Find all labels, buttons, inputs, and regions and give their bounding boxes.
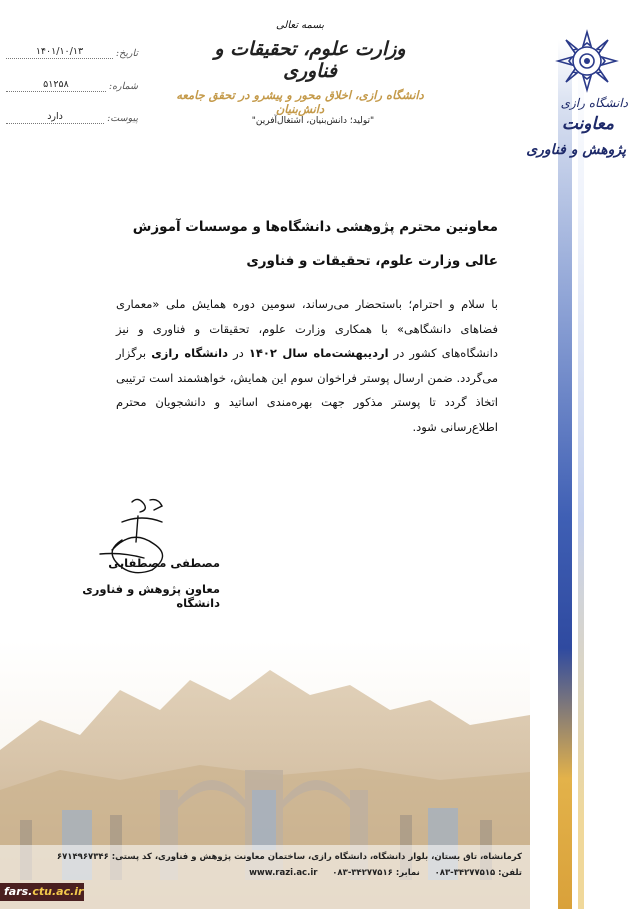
number-field bbox=[6, 79, 138, 92]
decorative-stripe bbox=[558, 40, 572, 909]
razi-university-emblem-icon bbox=[552, 26, 622, 96]
side-deputy-title: معاونت bbox=[561, 114, 614, 134]
footer-address: کرمانشاه، تاق بستان، بلوار دانشگاه، دانشگاه رازی، ساختمان معاونت پژوهش و فناوری، کد پستی: ۶۷۱۴۹۶۷۳۴۶ bbox=[56, 852, 522, 862]
signatory-name: مصطفی مصطفایی bbox=[108, 556, 220, 570]
footer-fax: نمابر: ۳۴۲۷۷۵۱۶-۰۸۳ bbox=[332, 868, 420, 878]
body-bold-date: اردیبهشت‌ماه سال ۱۴۰۲ bbox=[248, 346, 389, 360]
body-text-part-1: با سلام و احترام؛ باستحضار می‌رساند، سومین دوره همایش ملی «معماری فضاهای دانشگاهی» با همکاری وزارت علوم، تحقیقات و فناوری و نیز دانشگاه‌های کشور در bbox=[116, 297, 498, 360]
footer-website[interactable]: www.razi.ac.ir bbox=[249, 868, 318, 878]
source-watermark bbox=[0, 883, 84, 901]
bismillah-heading: بسمه تعالی bbox=[275, 20, 325, 31]
footer-contact bbox=[249, 868, 522, 878]
date-value: ۱۴۰۱/۱۰/۱۳ bbox=[6, 46, 113, 59]
side-research-title: پژوهش و فناوری bbox=[526, 142, 626, 158]
watermark-prefix: fars. bbox=[4, 885, 33, 898]
body-text-part-2: در bbox=[228, 346, 249, 360]
decorative-stripe-light bbox=[578, 40, 584, 909]
attachment-value: دارد bbox=[6, 111, 104, 124]
body-text-part-3: برگزار می‌گردد. ضمن ارسال پوستر فراخوان سوم این همایش، خواهشمند است ترتیبی اتخاذ گردد تا پوستر مذکور جهت بهره‌مندی اساتید و دانشجویان محترم اطلاع‌رسانی شود. bbox=[116, 346, 498, 434]
year-slogan: "تولید؛ دانش‌بنیان، اشتغال‌آفرین" bbox=[251, 116, 375, 126]
side-university-name: دانشگاه رازی bbox=[560, 96, 628, 110]
number-value: ۵۱۲۵۸ bbox=[6, 79, 106, 92]
ministry-title: وزارت علوم، تحقیقات و فناوری bbox=[214, 38, 406, 82]
university-motto: دانشگاه رازی، اخلاق محور و پیشرو در تحقق جامعه دانش‌بنیان bbox=[176, 88, 424, 116]
date-field bbox=[6, 46, 138, 59]
letter-body bbox=[116, 292, 498, 439]
letter-addressee: معاونین محترم پژوهشی دانشگاه‌ها و موسسات آموزش عالی وزارت علوم، تحقیقات و فناوری bbox=[132, 219, 498, 269]
date-label: تاریخ: bbox=[115, 48, 138, 59]
attachment-field bbox=[6, 111, 138, 124]
attachment-label: پیوست: bbox=[107, 113, 138, 124]
watermark-domain: ctu.ac.ir bbox=[32, 885, 84, 898]
footer-phone: تلفن: ۳۴۲۷۷۵۱۵-۰۸۳ bbox=[434, 868, 522, 878]
body-bold-university: دانشگاه رازی bbox=[151, 346, 229, 360]
number-label: شماره: bbox=[108, 81, 138, 92]
signatory-title: معاون پژوهش و فناوری دانشگاه bbox=[82, 582, 220, 610]
